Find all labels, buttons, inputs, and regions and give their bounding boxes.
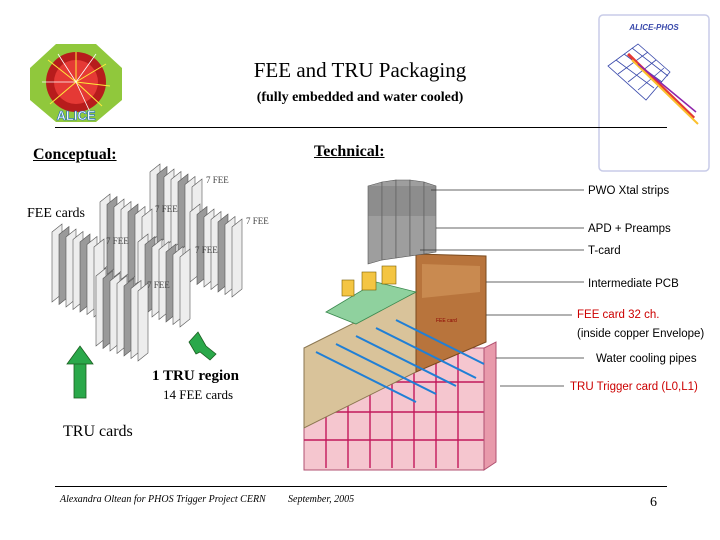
alice-logo-text: ALICE: [56, 108, 96, 123]
tru-arrow-left: [67, 346, 93, 398]
title-divider: [55, 127, 667, 128]
callout-tcard: T-card: [588, 245, 621, 257]
crate-label: 7 FEE: [246, 216, 269, 226]
callout-water: Water cooling pipes: [596, 353, 697, 365]
conceptual-heading: Conceptual:: [33, 146, 117, 163]
footer-author: Alexandra Oltean for PHOS Trigger Project CERN: [60, 494, 266, 505]
fee-card: [232, 219, 242, 297]
callout-tru: TRU Trigger card (L0,L1): [570, 381, 698, 393]
svg-text:FEE card: FEE card: [436, 318, 457, 324]
callout-fee-card: FEE card 32 ch.: [577, 309, 660, 321]
tru-arrow-right: [189, 332, 216, 360]
footer-date: September, 2005: [288, 494, 355, 505]
crate-label: 7 FEE: [155, 204, 178, 214]
fee-cards-label: FEE cards: [27, 206, 85, 221]
tru-region-sublabel: 14 FEE cards: [163, 387, 234, 402]
slide-title: FEE and TRU Packaging: [253, 58, 467, 82]
alice-phos-logo-text: ALICE-PHOS: [629, 23, 679, 32]
alice-phos-logo: [598, 14, 710, 172]
fee-crates-diagram: [40, 160, 290, 400]
technical-heading: Technical:: [314, 143, 385, 160]
callout-apd: APD + Preamps: [588, 223, 671, 235]
technical-cutaway-diagram: [296, 172, 706, 472]
footer-divider: [55, 486, 667, 487]
crate-label: 7 FEE: [195, 245, 218, 255]
crate-label: 7 FEE: [206, 175, 229, 185]
tru-cards-label: TRU cards: [63, 423, 133, 440]
crate-label: 7 FEE: [106, 236, 129, 246]
page-number: 6: [650, 495, 657, 510]
crate-label: 7 FEE: [147, 280, 170, 290]
callout-pwo: PWO Xtal strips: [588, 185, 670, 197]
tru-region-label: 1 TRU region: [152, 368, 239, 384]
fee-card: [138, 283, 148, 361]
alice-logo: [28, 42, 124, 124]
fee-crates: [52, 164, 242, 361]
callout-pcb: Intermediate PCB: [588, 278, 679, 290]
callout-fee-envelope: (inside copper Envelope): [577, 328, 705, 340]
fee-card: [180, 249, 190, 327]
slide-subtitle: (fully embedded and water cooled): [256, 90, 464, 105]
